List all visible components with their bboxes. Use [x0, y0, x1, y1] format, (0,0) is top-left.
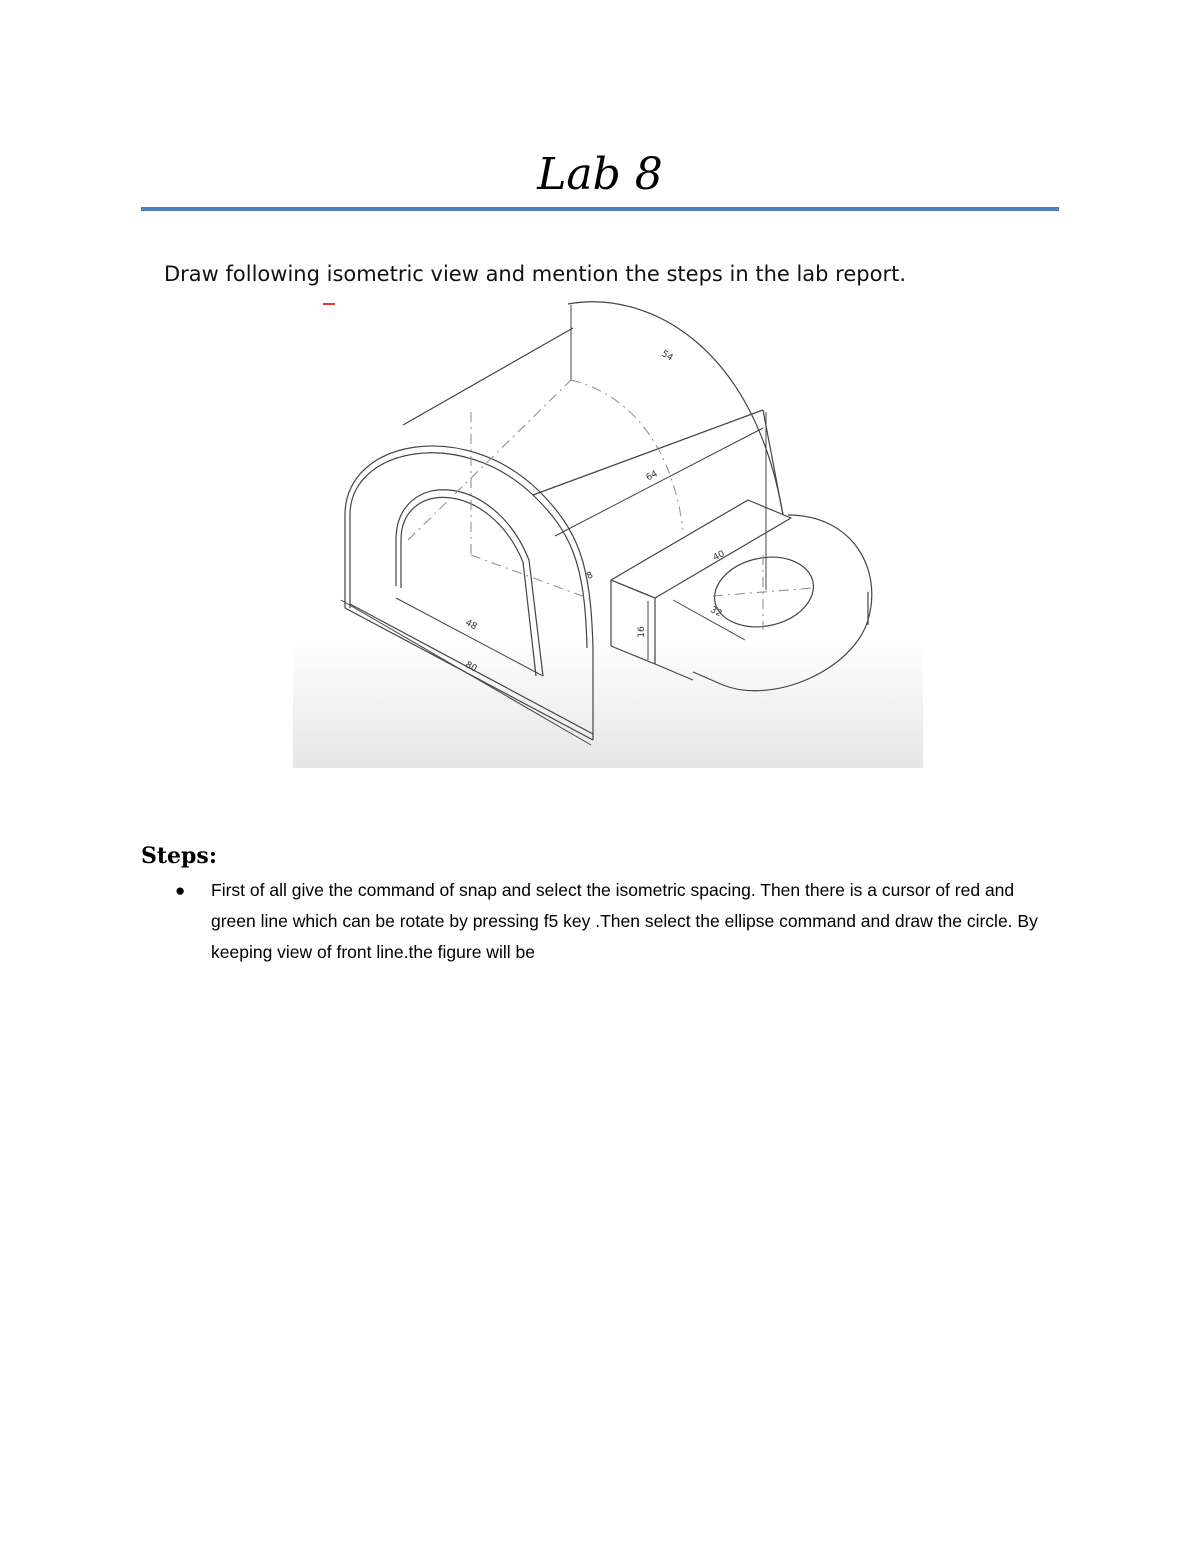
- dimension-label: 8: [585, 570, 595, 582]
- page-title: Lab 8: [537, 149, 663, 200]
- dimension-label: 32: [708, 605, 724, 620]
- dimension-label: 54: [659, 349, 675, 364]
- bullet-icon: ●: [175, 881, 186, 900]
- isometric-figure: [293, 300, 923, 768]
- steps-list: [141, 875, 1061, 968]
- title-underline: [141, 207, 1059, 211]
- instruction-text: Draw following isometric view and mention the steps in the lab report.: [164, 262, 906, 286]
- dimension-label: 16: [637, 626, 647, 638]
- isometric-drawing: [293, 300, 923, 768]
- steps-heading: Steps:: [141, 843, 217, 869]
- dimension-label: 64: [644, 469, 660, 484]
- list-item: [141, 875, 1061, 968]
- dimension-label: 48: [463, 618, 479, 633]
- dimension-label: 40: [711, 549, 727, 564]
- dimension-label: 80: [463, 660, 479, 675]
- step-text: First of all give the command of snap and select the isometric spacing. Then there is a cursor of red and green line which can be rotate by pressing f5 key .Then select the ellipse command and draw the circle. By keeping view of front line.the figure will be: [211, 880, 1038, 962]
